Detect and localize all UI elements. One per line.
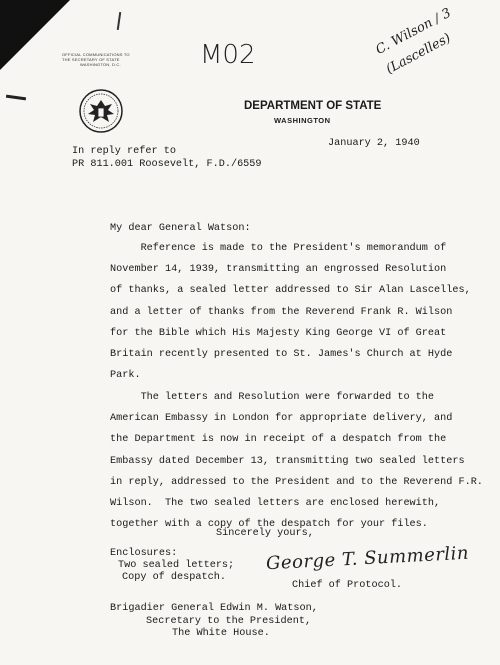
corner-mark-line2: THE SECRETARY OF STATE (62, 57, 120, 62)
body-line: The letters and Resolution were forwarded to the (110, 392, 435, 403)
department-city: WASHINGTON (274, 116, 331, 125)
salutation: My dear General Watson: (110, 223, 251, 234)
enclosure-item: Two sealed letters; (118, 560, 235, 571)
stray-pen-mark (117, 12, 121, 30)
body-line: for the Bible which His Majesty King George VI of Great (110, 327, 447, 339)
body-line: Embassy dated December 13, transmitting two sealed letters (110, 455, 465, 467)
body-line: Wilson. The two sealed letters are enclosed herewith, (110, 498, 441, 509)
body-line: together with a copy of the despatch for your files. (110, 519, 428, 531)
stray-pen-mark (6, 95, 26, 101)
closing: Sincerely yours, (216, 528, 314, 539)
handwritten-signature: George T. Summerlin (265, 542, 470, 575)
signer-title: Chief of Protocol. (292, 580, 403, 591)
great-seal-icon (78, 88, 124, 134)
body-line: and a letter of thanks from the Reverend Frank R. Wilson (110, 306, 453, 318)
addressee-line-2: Secretary to the President, (146, 616, 312, 627)
department-name: DEPARTMENT OF STATE (244, 100, 382, 112)
body-line: in reply, addressed to the President and to the Reverend F.R. (110, 476, 483, 488)
body-line: Reference is made to the President's memorandum of (110, 243, 447, 254)
body-line: November 14, 1939, transmitting an engrossed Resolution (110, 264, 447, 276)
reference-line-1: In reply refer to (72, 146, 176, 157)
letter-date: January 2, 1940 (328, 138, 420, 149)
reference-line-2: PR 811.001 Roosevelt, F.D./6559 (72, 159, 262, 170)
enclosure-item: Copy of despatch. (122, 572, 226, 583)
corner-mark-line1: OFFICIAL COMMUNICATIONS TO (62, 52, 130, 57)
corner-mark-line3: WASHINGTON, D.C. (80, 62, 121, 67)
handwritten-file-code: M02 (200, 40, 256, 70)
addressee-line-1: Brigadier General Edwin M. Watson, (110, 603, 318, 614)
body-line: Park. (110, 370, 141, 382)
body-line: American Embassy in London for appropriate delivery, and (110, 413, 453, 425)
enclosures-heading: Enclosures: (110, 548, 178, 559)
handwritten-note: C. Wilson / 3 (Lascelles) (373, 5, 454, 78)
body-line: of thanks, a sealed letter addressed to Sir Alan Lascelles, (110, 285, 471, 297)
corner-black-triangle (0, 0, 70, 70)
official-communications-mark (62, 52, 130, 67)
addressee-line-3: The White House. (172, 628, 270, 639)
body-line: the Department is now in receipt of a despatch from the (110, 434, 447, 446)
body-line: Britain recently presented to St. James's Church at Hyde (110, 349, 453, 360)
